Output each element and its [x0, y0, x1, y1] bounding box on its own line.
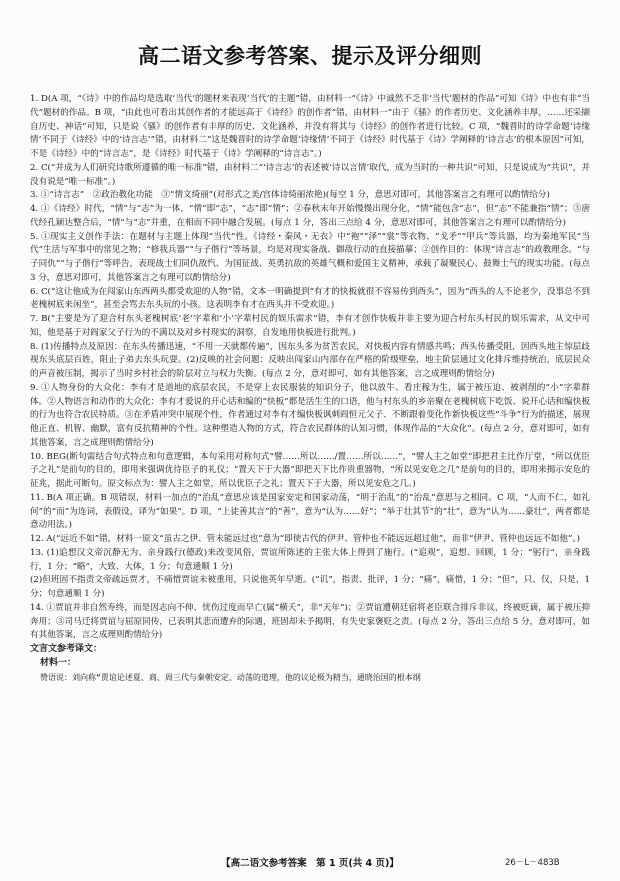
- answer-item-11: 11. B(A 项正确。B 项错误，材料一加点的“治乱”意思应该是国家安定和国家动荡，“明于治乱”的“治乱”意思与之相同。C 项，“人而不仁，如礼何”的“而”为连词，表假设，译为“如果”。D 项，“上徒善其言”的“善”，意为“认为……好”；“举于壮其节”的“壮”，意为“认为……豪壮”，两者都是意动用法。): [30, 492, 590, 531]
- answer-item-2: 2. C(“并成为人们研究诗歌所遵循的唯一标准”错，由材料二“‘诗言志’的表述被‘诗以言情’取代，成为当时的一种共识”可知，只是说成为“共识”，并没有说是“唯一标准”。): [30, 162, 590, 187]
- page-footer: 【高二语文参考答案 第 1 页(共 4 页)】: [221, 858, 399, 869]
- document-code: 26－L－483B: [505, 858, 560, 868]
- page-title: 高二语文参考答案、提示及评分细则: [138, 44, 482, 68]
- answer-item-10: 10. BEG(断句需结合句式特点和句意逻辑，本句采用对称句式“譬……所以……/置……所以……”，“譬人主之如堂”即把君主比作厅堂，“所以优臣子之礼”是前句的目的，即用来强调优待臣子的礼仪；“置天下于大器”即把天下比作贵重器物，“所以见安危之几”是前句的目的，即用来揭示安危的征兆，据此可断句。原文标点为：譬人主之如堂，所以优臣子之礼；置天下于大器，所以见安危之几。): [30, 451, 590, 489]
- answer-item-6: 6. C(“这让他成为在闯家山东西两头都受欢迎的人物”错，文本一明确提到“有才的快板就很不容易传到西头”，因为“西头的人不论老少，没事总不到老槐树底来闲坐”，甚至会骂去东头玩的小孩。这表明李有才在西头并不受欢迎。): [30, 286, 590, 311]
- answer-item-1: 1. D(A 项，“《诗》中的作品均是选取‘当代’的题材来表现‘当代’的主题”错，由材料一“《诗》中诚然不乏非‘当代’题材的作品”可知《诗》中也有非“当代”题材的作品。B 项，“由此也可看出其创作者的才能远高于《诗经》的创作者”错，由材料一“由于《骚》的作者历史、文化涵养丰厚，……还采撷自历史、神话”可知，只是说《骚》的创作者有丰厚的历史、文化涵养，并没有将其与《诗经》的创作者进行比较。C 项，“魏晋时的诗学命题‘诗缘情’不同于《诗经》中的‘诗言志’”错，由材料二“这是魏晋时的诗学命题‘诗缘情’不同于《诗经》时代基于《诗》学阐释的‘诗言志’的根本原因”可知，不是《诗经》中的“诗言志”，是《诗经》时代基于《诗》学阐释的“诗言志”。): [30, 94, 590, 159]
- answer-body: [30, 93, 590, 684]
- answer-item-8: 8. (1)传播特点及原因：在东头传播迅速，“不用一天就都传遍”，因东头多为贫苦农民，对快板内容有情感共鸣；西头传播受阻，因西头地主惊层歧视东头底层百姓，阻止子弟去东头玩耍。(2)反映的社会问题：反映出闯家山内部存在严格的阶级壁垒，地主阶层通过文化排斥维持统治，底层民众的声音被压制，揭示了当时乡村社会的阶层对立与权力失衡。(每点 2 分，意对即可，如有其他答案，言之成理则酌情给分): [30, 341, 590, 379]
- answer-item-3: 3. ①“诗言志” ②政治教化功能 ③“情文绮丽”(对形式之美/宫体诗绮丽浓艳)(每空 1 分，意思对即可，其他答案言之有理可以酌情给分): [30, 190, 550, 201]
- answer-item-13: 13. (1)追想汉文帝沉静无为、亲身践行(德政)来改变风俗，贾谊所陈述的主张大体上得到了施行。(“追观”，追想、回顾，1 分；“躬行”，亲身践行，1 分；“略”，大致、大体，1 分；句意通顺 1 分) (2)但班固不指责文帝疏远贾才，不痛惜贾谊未被重用，只说他英年早逝。(“讥”，指责、批评，1 分；“痛”，痛惜，1 分；“但”，只、仅，只是，1 分；句意通顺 1 分): [30, 547, 590, 599]
- section-heading: 文言文参考译文：: [30, 644, 103, 654]
- answer-item-9: 9. ①人物身份的大众化：李有才是道地的底层农民，不是穿上农民服装的知识分子，他以放牛、看庄稼为生，属于被压迫、被剥削的“小”字辈群体。②人物语言和动作的大众化：李有才爱说的开心话和编的“快板”都是活生生的口语，他与村东头的乡亲聚在老槐树底下吃饭、说开心话和编快板的行为也符合农民特质。③在矛盾冲突中展现个性，作者通过对李有才编快板讽刺阎恒元父子、不断跟着变化作新快板这些“斗争”行为的描述，展现他正直、机智、幽默，富有反抗精神的个性。这种塑造人物的方式，符合农民群体的认知习惯，体现作品的“大众化”。(每点 2 分，意对即可，如有其他答案，言之成理则酌情给分): [30, 382, 590, 448]
- material-text: 赞语说：刘向称“贾谊论述夏、商、周三代与秦朝安定、动荡的道理，他的议论极为精当，通晓治国的根本纲: [40, 672, 421, 682]
- answer-item-14: 14. ①贾谊并非自然寿终，而是因志向不伸、忧伤过度而早亡(属“横夭”，非“天年”)；②贾谊遭朝廷宿将老臣联合排斥非议，终被贬谪，属于被压抑奔用；③司马迁将贾谊与屈原同传，已表明其悲而遭弃的际遇，班固却未予揭明，有失史家褒贬之责。(每点 2 分，答出三点给 5 分，意对即可，如有其他答案，言之成理则酌情给分): [30, 602, 590, 641]
- answer-item-12: 12. A(“远近不如”错，材料一原文“虽古之伊、管未能远过也”意为“即使古代的伊尹、管仲也不能远远超过他”，而非“伊尹、管仲也远远不如他”。): [30, 534, 581, 544]
- answer-item-4: 4. ①《诗经》时代，“情”与“志”为一体，“情”即“志”，“志”即“情”；②春秋末年开始慢慢出现分化，“情”能包含“志”，但“志”不能兼指“情”；③唐代经孔颖达整合后，“情”与“志”并重，在相而不同中融合发展。(每点 1 分，答出三点给 4 分，意思对即可，其他答案言之有理可以酌情给分): [30, 204, 590, 228]
- answer-item-5: 5. ①现实主义创作手法：在题材与主题上体现“当代”性。《诗经・秦风・无衣》中“袍”“泽”“裳”等衣物、“戈矛”“甲兵”等兵器，均为秦地军民“当代”生活与军事中的常见之物；“修我兵器”“与子偕行”等场景，均是对现实备战、御敌行动的直接描摹；②创作目的：体现“诗言志”的政教理念。“与子同仇”“与子偕行”等呼告，表现战士们同仇敌忾、为国征战、英勇抗敌的英雄气概和爱国主义精神，承载了凝聚民心、鼓舞士气的现实功能。(每点 3 分，意思对即可，其他答案言之有理可以酌情给分): [30, 231, 590, 283]
- material-label: 材料一：: [40, 657, 77, 668]
- answer-item-7: 7. B(“主要是为了迎合村东头老槐树底‘老’字辈和‘小’字辈村民的娱乐需求”错，李有才创作快板并非主要为迎合村东头村民的娱乐需求，从文中可知，他是基于对阎家父子行为的不满以及对乡村现实的洞察，自发地用快板进行批判。): [30, 314, 590, 338]
